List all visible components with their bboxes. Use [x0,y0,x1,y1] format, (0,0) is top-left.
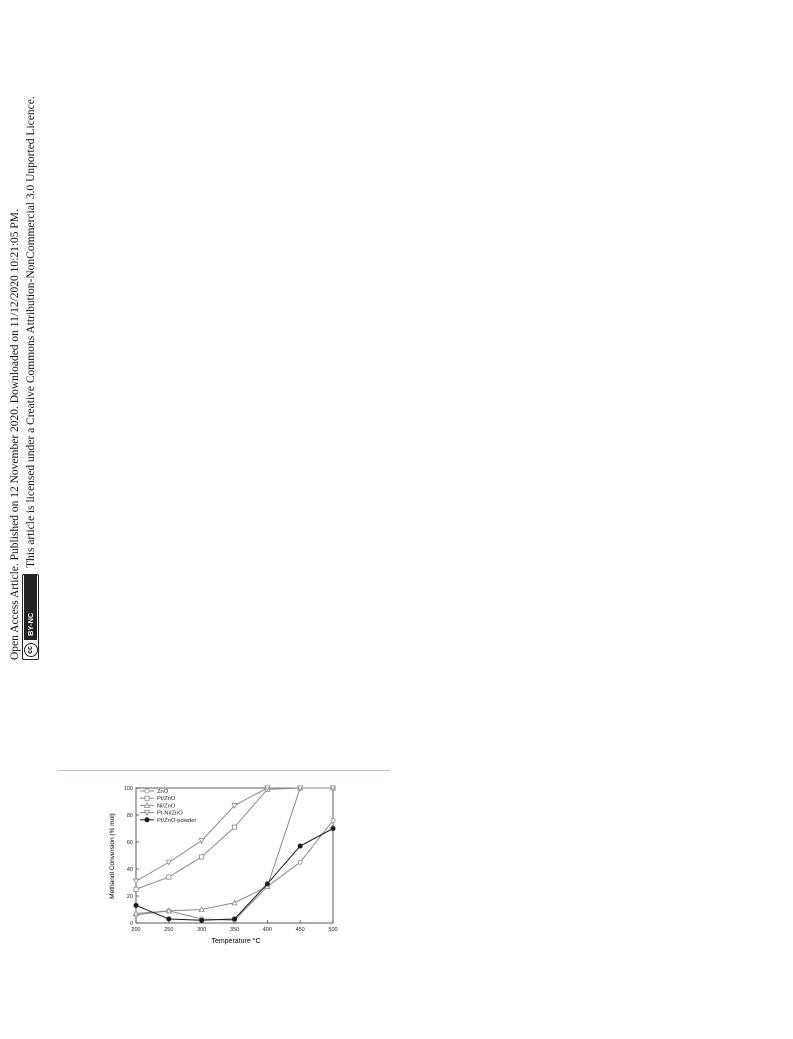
y-tick-label: 100 [123,786,133,792]
y-tick-label: 20 [126,894,133,900]
data-point-pt-zno-powder [298,844,302,848]
legend-item-pt-zno [140,796,176,802]
data-point-zno [331,818,335,822]
y-tick-label: 40 [126,867,133,873]
y-tick-label: 60 [126,840,133,846]
legend-marker-pt-zno [145,796,149,800]
x-tick-label: 250 [164,927,174,933]
legend-label-zno: ZnO [157,789,169,795]
license-notice[interactable]: This article is licensed under a Creative Commons Attribution-NonCommercial 3.0 Unported Licence. [25,96,37,568]
legend-marker-zno [145,789,149,793]
legend-label-pt-ni-zno: Pt-Ni/ZnO [157,810,183,817]
x-tick-label: 200 [131,927,141,933]
section-divider [57,770,390,771]
license-sidebar [6,96,38,660]
data-point-pt-ni-zno [199,839,204,844]
legend-label-pt-zno-powder: Pt/ZnO-powder [157,817,197,824]
legend-item-pt-ni-zno [140,811,183,817]
open-access-notice: Open Access Article. Published on 12 November 2020. Downloaded on 11/12/2020 10:21:05 PM. [9,209,21,660]
series-line-zno [136,817,333,920]
data-point-pt-ni-zno [134,879,139,884]
chart-axes [124,786,338,933]
legend-label-ni-zno: Ni/ZnO [157,803,176,810]
cc-license-badge[interactable] [22,574,39,660]
data-point-pt-zno-powder [232,917,236,921]
x-tick-label: 450 [295,927,305,933]
data-point-pt-ni-zno [166,860,171,865]
x-tick-label: 300 [197,927,207,933]
data-point-pt-zno-powder [134,903,138,907]
license-sidebar-rotated [6,96,38,660]
data-point-pt-zno [200,855,204,859]
y-tick-label: 0 [129,921,133,927]
legend-marker-pt-zno-powder [145,818,149,822]
legend-item-pt-zno-powder [140,818,196,824]
legend-item-ni-zno [140,803,176,810]
methanol-conversion-chart [100,780,350,945]
chart-legend [140,789,196,824]
data-point-pt-zno-powder [265,882,269,886]
series-zno [134,818,335,922]
x-tick-label: 400 [262,927,272,933]
x-axis-label: Temperature °C [211,938,261,945]
y-tick-label: 80 [126,813,133,819]
data-point-pt-zno-powder [167,917,171,921]
data-point-zno [298,860,302,864]
legend-item-zno [140,789,169,795]
data-point-ni-zno [232,900,237,905]
series-line-pt-zno-powder [136,829,333,921]
legend-label-pt-zno: Pt/ZnO [157,796,176,803]
series-pt-zno-powder [134,826,335,922]
data-point-pt-zno-powder [200,918,204,922]
data-point-pt-zno-powder [331,826,335,830]
cc-logo-icon: cc [24,643,38,657]
data-point-pt-zno [134,887,138,891]
data-point-pt-zno [167,875,171,879]
y-axis-label: Methanol Conversion (% mol) [109,813,116,899]
x-tick-label: 500 [328,927,338,933]
data-point-pt-zno [232,825,236,829]
x-tick-label: 350 [229,927,240,933]
cc-badge-label: BY-NC [24,575,37,640]
